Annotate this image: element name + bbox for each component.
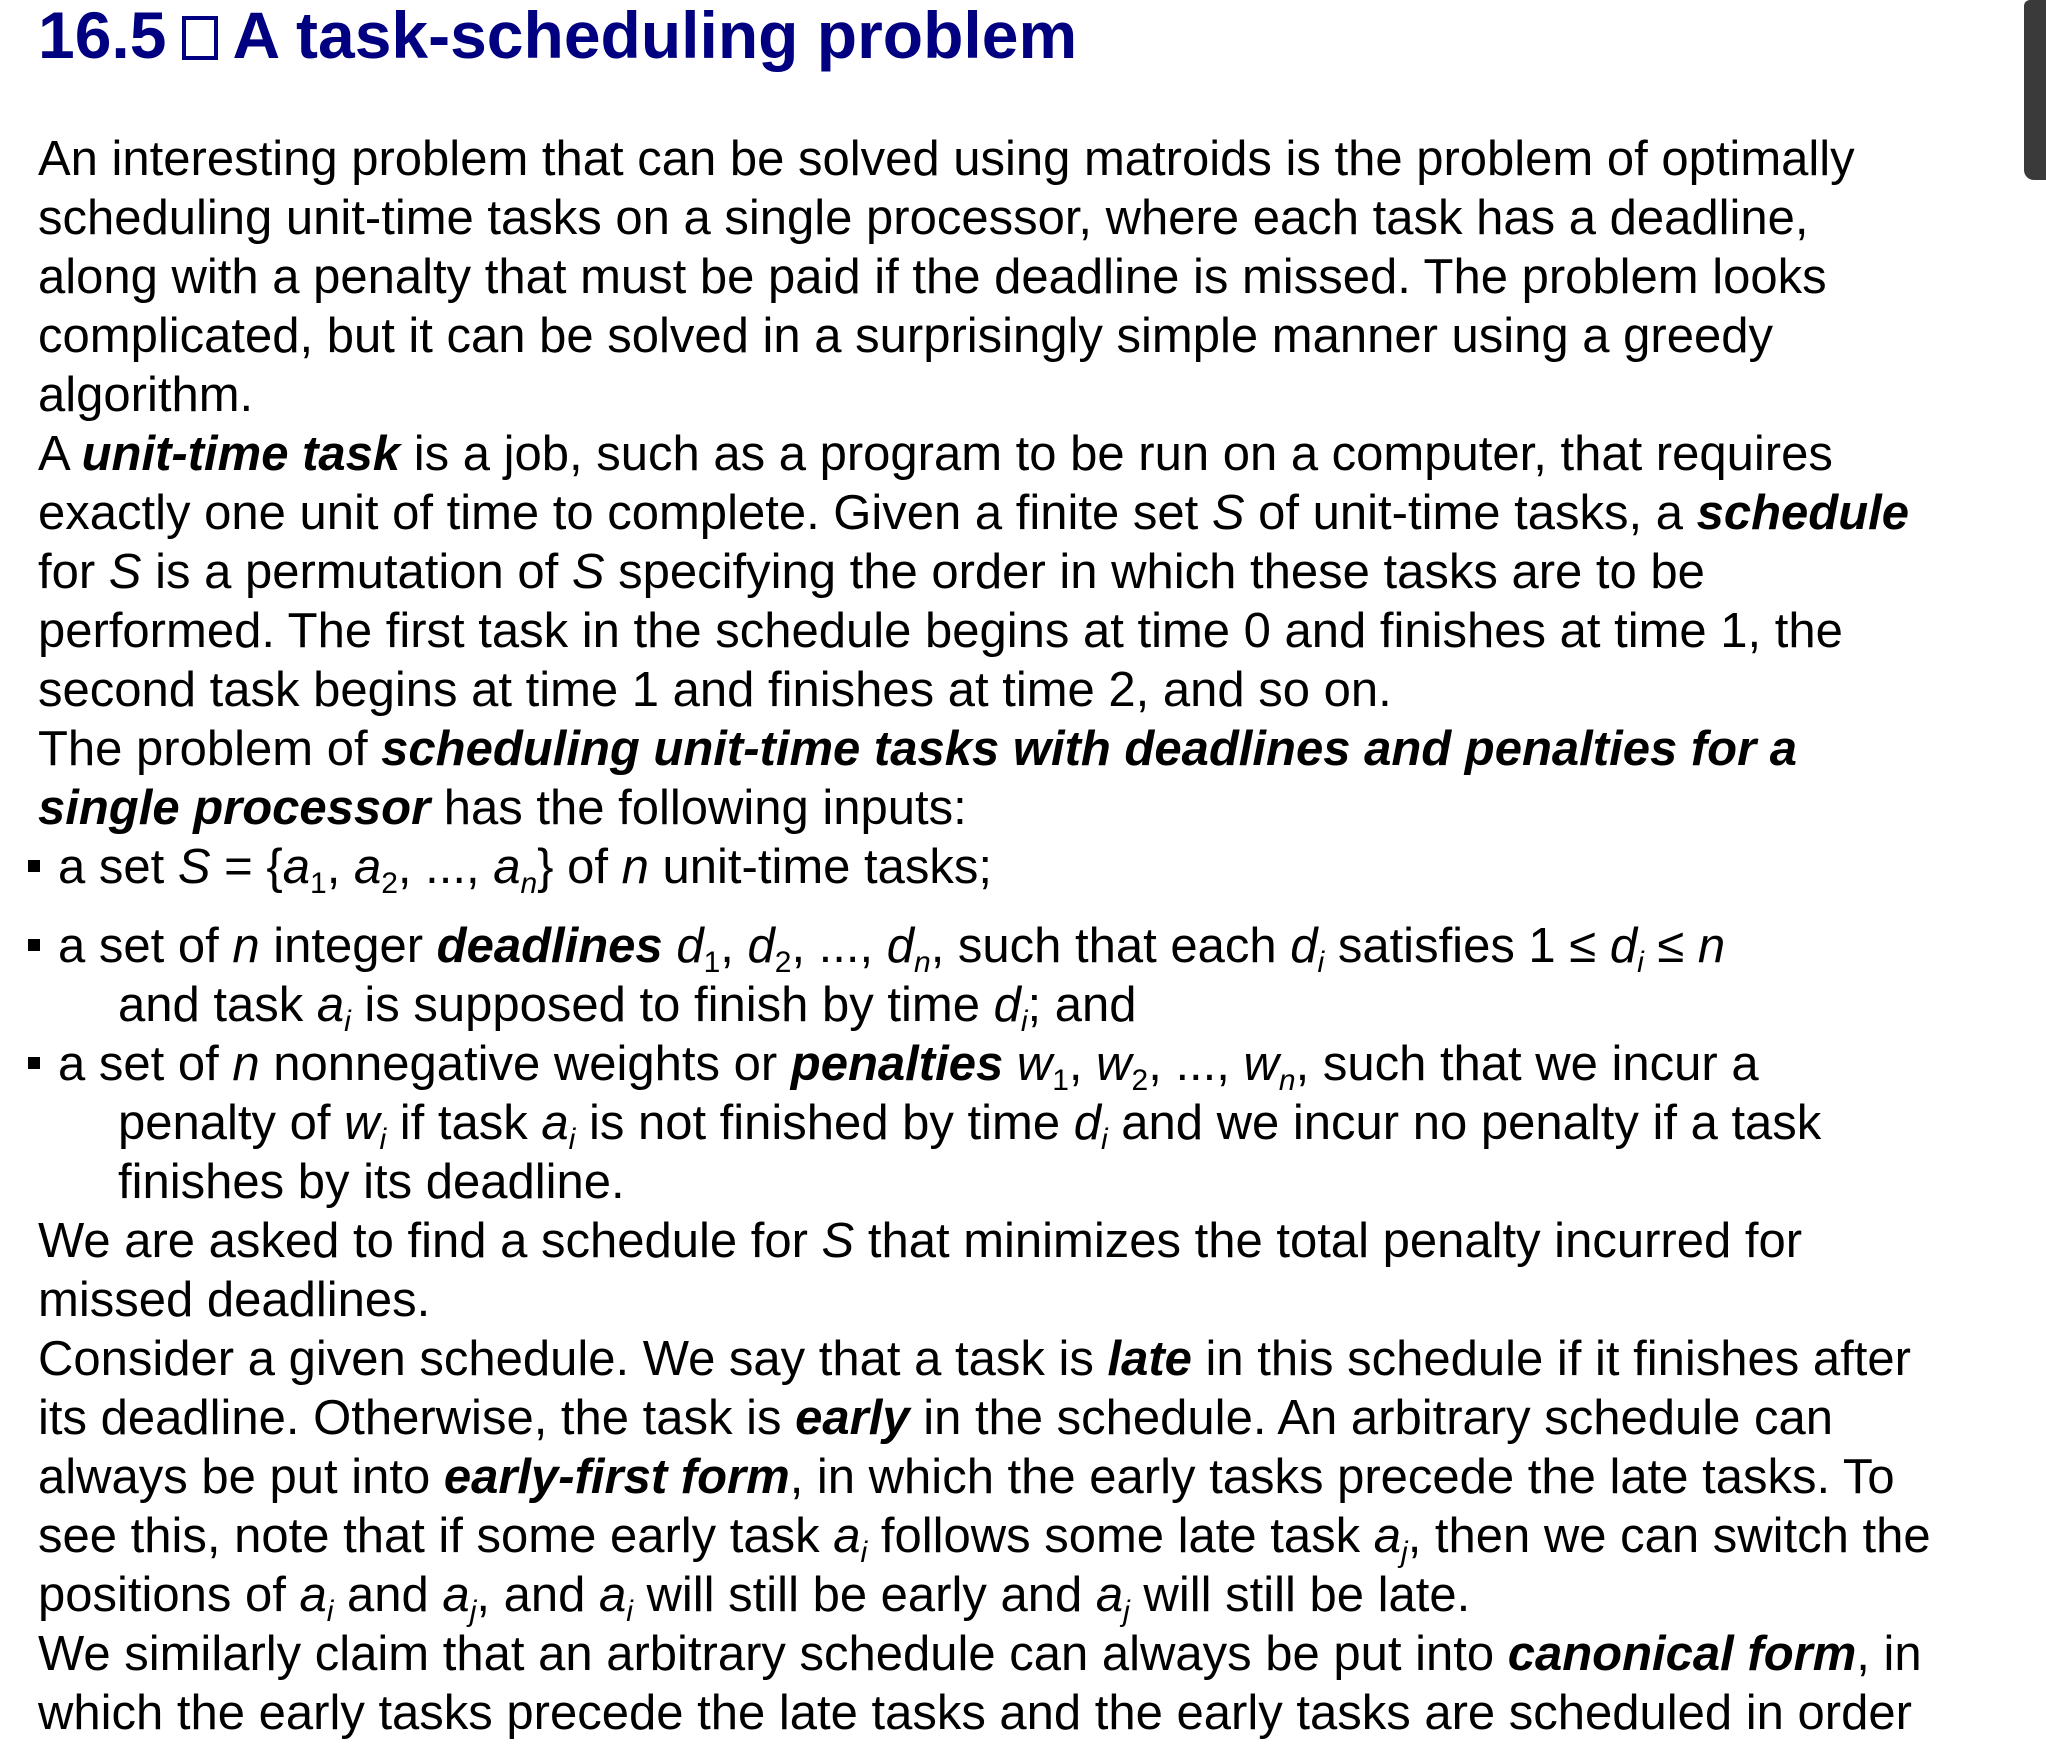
- var-S: S: [177, 840, 211, 894]
- var-n: n: [621, 840, 649, 894]
- text-line: [38, 543, 2028, 602]
- text-run: , such that each: [930, 919, 1291, 973]
- text-run: , in: [1856, 1627, 1922, 1681]
- text-run: follows some late task: [867, 1509, 1374, 1563]
- term-schedule: schedule: [1696, 486, 1910, 540]
- text-line: finishes by its deadline.: [118, 1155, 625, 1209]
- text-run: satisfies 1 ≤: [1324, 919, 1610, 973]
- subscript: n: [1278, 1064, 1296, 1097]
- text-run: if task: [386, 1096, 542, 1150]
- term-early-first-form: early-first form: [443, 1450, 790, 1504]
- text-line: [38, 484, 2028, 543]
- term-late: late: [1107, 1332, 1192, 1386]
- subscript: i: [1637, 946, 1644, 979]
- text-run: will still be early and: [632, 1568, 1096, 1622]
- text-run: specifying the order in which these tasks are to be: [604, 545, 1705, 599]
- term-canonical-form: canonical form: [1507, 1627, 1857, 1681]
- text-run: unit-time tasks;: [648, 840, 992, 894]
- text-run: see this, note that if some early task: [38, 1509, 834, 1563]
- var-d: d: [1290, 919, 1318, 973]
- objective-paragraph: [38, 1212, 2028, 1330]
- text-line: second task begins at time 1 and finishes at time 2, and so on.: [38, 663, 1392, 717]
- text-run: Consider a given schedule. We say that a task is: [38, 1332, 1108, 1386]
- var-a: a: [282, 840, 311, 894]
- text-run: , then we can switch the: [1407, 1509, 1931, 1563]
- text-line: complicated, but it can be solved in a surprisingly simple manner using a greedy: [38, 309, 1773, 363]
- text-line: [38, 1566, 2028, 1628]
- text-run: and task: [118, 978, 317, 1032]
- text-line: algorithm.: [38, 368, 254, 422]
- text-run: ; and: [1027, 978, 1137, 1032]
- term-scheduling-problem: scheduling unit-time tasks with deadlines and penalties for a: [381, 722, 1798, 776]
- text-run: and we incur no penalty if a task: [1107, 1096, 1822, 1150]
- var-d: d: [1609, 919, 1638, 973]
- text-run: , in which the early tasks precede the late tasks. To: [789, 1450, 1895, 1504]
- text-run: in this schedule if it finishes after: [1191, 1332, 1911, 1386]
- var-a: a: [493, 840, 521, 894]
- text-run: for: [38, 545, 109, 599]
- text-line: along with a penalty that must be paid if the deadline is missed. The problem looks: [38, 250, 1827, 304]
- var-a: a: [833, 1509, 861, 1563]
- bullet-item: [38, 1035, 2028, 1212]
- var-d: d: [993, 978, 1021, 1032]
- text-run: positions of: [38, 1568, 300, 1622]
- text-line: [38, 1625, 2028, 1684]
- subscript: i: [344, 1005, 351, 1038]
- var-a: a: [353, 840, 382, 894]
- subscript: 1: [310, 867, 327, 900]
- term-early: early: [795, 1391, 910, 1445]
- text-run: of unit-time tasks, a: [1244, 486, 1697, 540]
- subscript: j: [469, 1595, 477, 1628]
- var-S: S: [571, 545, 605, 599]
- term-unit-time-task: unit-time task: [81, 427, 401, 481]
- subscript: 1: [703, 946, 721, 979]
- text-line: performed. The first task in the schedule begins at time 0 and finishes at time 1, the: [38, 604, 1843, 658]
- subscript: i: [379, 1123, 387, 1156]
- text-line: [38, 1507, 2028, 1569]
- subscript: n: [520, 867, 538, 900]
- text-run: [1003, 1037, 1017, 1091]
- text-run: ≤: [1643, 919, 1698, 973]
- bullet-item: [38, 917, 2028, 1038]
- subscript: i: [1317, 946, 1325, 979]
- text-run: a set: [58, 840, 178, 894]
- document-body: [38, 130, 2028, 1743]
- subscript: i: [860, 1536, 868, 1569]
- text-run: will still be late.: [1129, 1568, 1471, 1622]
- var-a: a: [541, 1096, 569, 1150]
- var-d: d: [676, 919, 704, 973]
- text-run: penalty of: [118, 1096, 345, 1150]
- var-a: a: [1373, 1509, 1402, 1563]
- text-line: which the early tasks precede the late tasks and the early tasks are scheduled in order: [38, 1686, 1912, 1740]
- text-run: , ...,: [397, 840, 494, 894]
- text-line: [38, 720, 2028, 779]
- text-run: has the following inputs:: [430, 781, 967, 835]
- subscript: 2: [774, 946, 792, 979]
- var-a: a: [1095, 1568, 1124, 1622]
- text-run: We are asked to find a schedule for: [38, 1214, 822, 1268]
- text-run: is supposed to finish by time: [350, 978, 994, 1032]
- section-number: 16.5: [38, 0, 167, 72]
- text-line: [38, 1035, 2028, 1097]
- subscript: i: [626, 1595, 633, 1628]
- subscript: i: [568, 1123, 576, 1156]
- var-a: a: [598, 1568, 627, 1622]
- text-line: [38, 1212, 2028, 1271]
- text-line: [38, 1448, 2028, 1507]
- subscript: 2: [381, 867, 398, 900]
- text-line: An interesting problem that can be solved using matroids is the problem of optimally: [38, 132, 1855, 186]
- text-run: in the schedule. An arbitrary schedule can: [909, 1391, 1833, 1445]
- text-run: , and: [476, 1568, 599, 1622]
- text-run: } of: [537, 840, 622, 894]
- var-w: w: [1243, 1037, 1279, 1091]
- text-run: is not finished by time: [575, 1096, 1074, 1150]
- var-S: S: [108, 545, 142, 599]
- text-line: [38, 1330, 2028, 1389]
- text-line: [38, 838, 2028, 900]
- text-line: [38, 1389, 2028, 1448]
- var-d: d: [1073, 1096, 1101, 1150]
- text-line: [38, 425, 2028, 484]
- var-d: d: [886, 919, 915, 973]
- var-n: n: [232, 919, 260, 973]
- subscript: i: [1020, 1005, 1028, 1038]
- term-penalties: penalties: [790, 1037, 1004, 1091]
- text-run: A: [38, 427, 82, 481]
- var-S: S: [1211, 486, 1245, 540]
- text-run: ,: [326, 840, 354, 894]
- text-run: = {: [210, 840, 283, 894]
- text-run: The problem of: [38, 722, 382, 776]
- var-n: n: [1697, 919, 1726, 973]
- text-run: exactly one unit of time to complete. Given a finite set: [38, 486, 1212, 540]
- text-run: is a permutation of: [141, 545, 572, 599]
- problem-statement-paragraph: [38, 720, 2028, 838]
- text-line: [38, 917, 2028, 979]
- text-line: [38, 976, 2028, 1038]
- text-run: that minimizes the total penalty incurred for: [854, 1214, 1803, 1268]
- text-run: always be put into: [38, 1450, 444, 1504]
- subscript: 2: [1131, 1064, 1149, 1097]
- text-line: missed deadlines.: [38, 1273, 431, 1327]
- section-title-text: A task-scheduling problem: [232, 0, 1078, 72]
- bullet-square-icon: [28, 860, 40, 872]
- var-w: w: [1096, 1037, 1132, 1091]
- text-run: , ...,: [1148, 1037, 1244, 1091]
- early-late-paragraph: [38, 1330, 2028, 1628]
- text-line: [38, 1094, 2028, 1156]
- var-a: a: [442, 1568, 470, 1622]
- text-run: , ...,: [791, 919, 887, 973]
- intro-paragraph: [38, 130, 2028, 425]
- var-w: w: [1016, 1037, 1053, 1091]
- subscript: j: [1123, 1595, 1130, 1628]
- var-a: a: [316, 978, 345, 1032]
- text-run: ,: [1068, 1037, 1097, 1091]
- var-a: a: [299, 1568, 327, 1622]
- text-run: nonnegative weights or: [259, 1037, 791, 1091]
- var-S: S: [821, 1214, 855, 1268]
- text-run: and: [333, 1568, 443, 1622]
- text-line: [38, 779, 2028, 838]
- section-title: [38, 0, 1077, 70]
- text-run: is a job, such as a program to be run on a computer, that requires: [400, 427, 1833, 481]
- var-n: n: [232, 1037, 260, 1091]
- bullet-square-icon: [28, 1057, 40, 1069]
- text-run: , such that we incur a: [1295, 1037, 1759, 1091]
- unit-time-task-paragraph: [38, 425, 2028, 720]
- box-glyph-icon: [182, 16, 218, 60]
- var-d: d: [747, 919, 775, 973]
- text-run: a set of: [58, 1037, 233, 1091]
- var-w: w: [344, 1096, 380, 1150]
- text-run: We similarly claim that an arbitrary schedule can always be put into: [38, 1627, 1508, 1681]
- subscript: i: [1101, 1123, 1108, 1156]
- scrollbar-thumb[interactable]: [2024, 0, 2046, 180]
- bullet-square-icon: [28, 939, 40, 951]
- canonical-form-paragraph: [38, 1625, 2028, 1743]
- subscript: n: [914, 946, 931, 979]
- text-run: a set of: [58, 919, 233, 973]
- term-deadlines: deadlines: [436, 919, 663, 973]
- subscript: i: [326, 1595, 334, 1628]
- text-line: scheduling unit-time tasks on a single processor, where each task has a deadline,: [38, 191, 1809, 245]
- text-run: integer: [259, 919, 437, 973]
- bullet-item: [38, 838, 2028, 900]
- subscript: j: [1401, 1536, 1408, 1569]
- text-run: its deadline. Otherwise, the task is: [38, 1391, 796, 1445]
- term-single-processor: single processor: [38, 781, 431, 835]
- subscript: 1: [1052, 1064, 1069, 1097]
- text-run: ,: [720, 919, 748, 973]
- text-run: [663, 919, 677, 973]
